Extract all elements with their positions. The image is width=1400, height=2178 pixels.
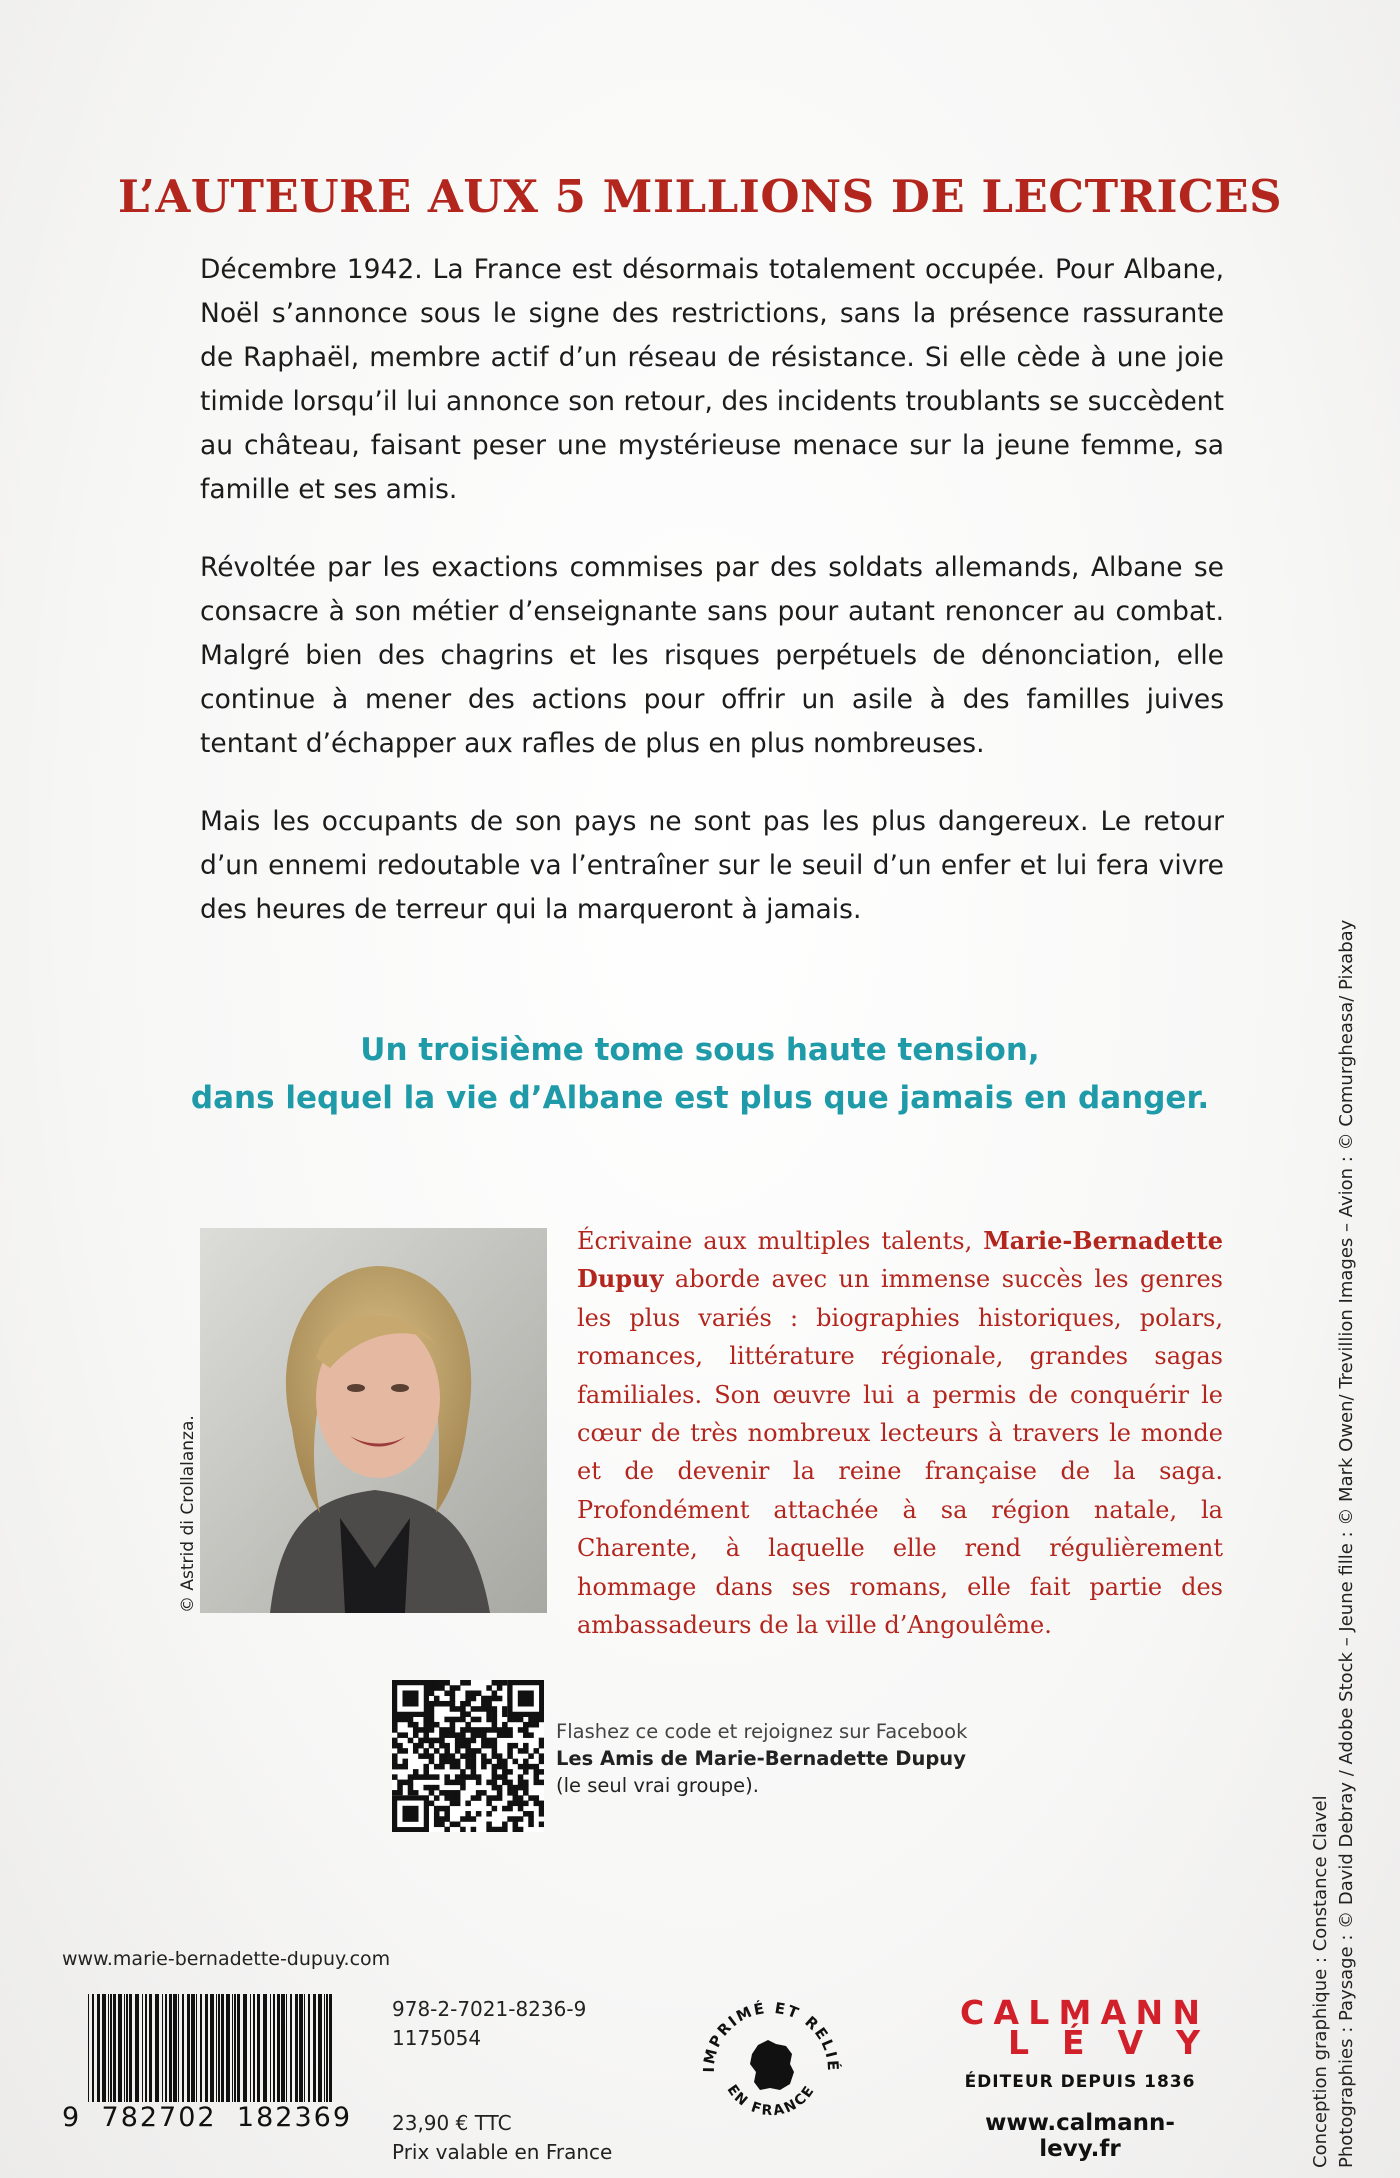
publisher-logo-letter: N bbox=[1135, 1993, 1164, 2032]
bio-intro: Écrivaine aux multiples talents, bbox=[577, 1227, 984, 1255]
barcode-digit-group: 182369 bbox=[236, 2102, 352, 2133]
tagline-line: Un troisième tome sous haute tension, bbox=[360, 1032, 1040, 1068]
facebook-group-note: (le seul vrai groupe). bbox=[556, 1774, 759, 1797]
price: 23,90 € TTC bbox=[392, 2111, 512, 2135]
badge-top-text: IMPRIMÉ ET RELIÉ bbox=[699, 1998, 843, 2073]
qr-code[interactable] bbox=[392, 1680, 544, 1832]
isbn-block bbox=[392, 1995, 612, 2167]
bio-text: aborde avec un immense succès les genres les plus variés : biographies historiques, polars, romances, littérature régionale, grandes sagas familiales. Son œuvre lui a permis de conquérir le cœur de très nombreux lecteurs à travers le monde et de devenir la reine française de la saga. Profondément attachée à sa région natale, la Charente, à laquelle elle rend régulièrement hommage dans ses romans, elle fait partie des ambassadeurs de la ville d’Angoulême. bbox=[577, 1265, 1223, 1640]
barcode-digit-group: 9 bbox=[62, 2102, 82, 2133]
badge-bottom-text: EN FRANCE bbox=[723, 2082, 819, 2120]
facebook-callout bbox=[556, 1718, 967, 1799]
made-in-france-badge bbox=[696, 1990, 846, 2140]
author-portrait-image bbox=[200, 1228, 547, 1613]
publisher-tagline: ÉDITEUR DEPUIS 1836 bbox=[964, 2072, 1196, 2092]
publisher-logo-letter: C bbox=[960, 1993, 985, 2032]
publisher-logo bbox=[960, 1993, 1200, 2162]
publisher-logo-letter: A bbox=[993, 1993, 1020, 2032]
author-photo bbox=[200, 1228, 547, 1613]
facebook-group-name: Les Amis de Marie-Bernadette Dupuy bbox=[556, 1747, 966, 1770]
publisher-logo-letter: V bbox=[1117, 2023, 1144, 2062]
publisher-logo-letter: É bbox=[1062, 2023, 1085, 2062]
product-code: 1175054 bbox=[392, 2026, 482, 2050]
publisher-url[interactable]: www.calmann-levy.fr bbox=[985, 2110, 1175, 2162]
barcode-icon bbox=[86, 1994, 336, 2102]
isbn: 978-2-7021-8236-9 bbox=[392, 1997, 587, 2021]
summary-paragraph: Révoltée par les exactions commises par des soldats allemands, Albane se consacre à son métier d’enseignante sans pour autant renoncer au combat. Malgré bien des chagrins et les risques perpétuels de dénonciation, elle continue à mener des actions pour offrir un asile à des familles juives tentant d’échapper aux rafles de plus en plus nombreuses. bbox=[200, 552, 1224, 759]
publisher-logo-letter: N bbox=[1172, 1993, 1200, 2032]
headline: L’AUTEURE AUX 5 MILLIONS DE LECTRICES bbox=[117, 170, 1283, 223]
publisher-logo-letter: M bbox=[1058, 1993, 1092, 2032]
book-summary bbox=[200, 248, 1224, 966]
barcode-digit-group: 782702 bbox=[101, 2102, 217, 2133]
publisher-logo-letter: L bbox=[1028, 1993, 1050, 2032]
publisher-logo-letter: L bbox=[1008, 2023, 1030, 2062]
summary-paragraph: Mais les occupants de son pays ne sont pas les plus dangereux. Le retour d’un ennemi redoutable va l’entraîner sur le seuil d’un enfer et lui fera vivre des heures de terreur qui la marqueront à jamais. bbox=[200, 806, 1224, 925]
photo-credits: Photographies : Paysage : © David Debray / Adobe Stock – Jeune fille : © Mark Owen/ Trevillion Images – Avion : © Comurgheasa/ Pixabay bbox=[1336, 919, 1357, 2168]
tagline-line: dans lequel la vie d’Albane est plus que jamais en danger. bbox=[190, 1080, 1210, 1116]
publisher-logo-word bbox=[960, 2023, 1200, 2062]
france-map-icon bbox=[750, 2040, 794, 2090]
author-website[interactable]: www.marie-bernadette-dupuy.com bbox=[62, 1948, 391, 1970]
publisher-logo-letter: Y bbox=[1176, 2023, 1200, 2062]
qr-code-icon bbox=[392, 1680, 544, 1832]
facebook-instruction: Flashez ce code et rejoignez sur Facebook bbox=[556, 1720, 968, 1743]
publisher-logo-letter: A bbox=[1100, 1993, 1127, 2032]
barcode-digits bbox=[62, 2102, 352, 2133]
design-credit: Conception graphique : Constance Clavel bbox=[1310, 1795, 1331, 2168]
author-name: Marie-Bernadette Dupuy bbox=[577, 1226, 1223, 1294]
tagline bbox=[60, 1026, 1340, 1122]
author-bio bbox=[577, 1222, 1223, 1644]
price-note: Prix valable en France bbox=[392, 2140, 613, 2164]
summary-paragraph: Décembre 1942. La France est désormais totalement occupée. Pour Albane, Noël s’annonce sous le signe des restrictions, sans la présence rassurante de Raphaël, membre actif d’un réseau de résistance. Si elle cède à une joie timide lorsqu’il lui annonce son retour, des incidents troublants se succèdent au château, faisant peser une mystérieuse menace sur la jeune femme, sa famille et ses amis. bbox=[200, 254, 1224, 505]
photo-credit: © Astrid di Crollalanza. bbox=[178, 1415, 198, 1613]
